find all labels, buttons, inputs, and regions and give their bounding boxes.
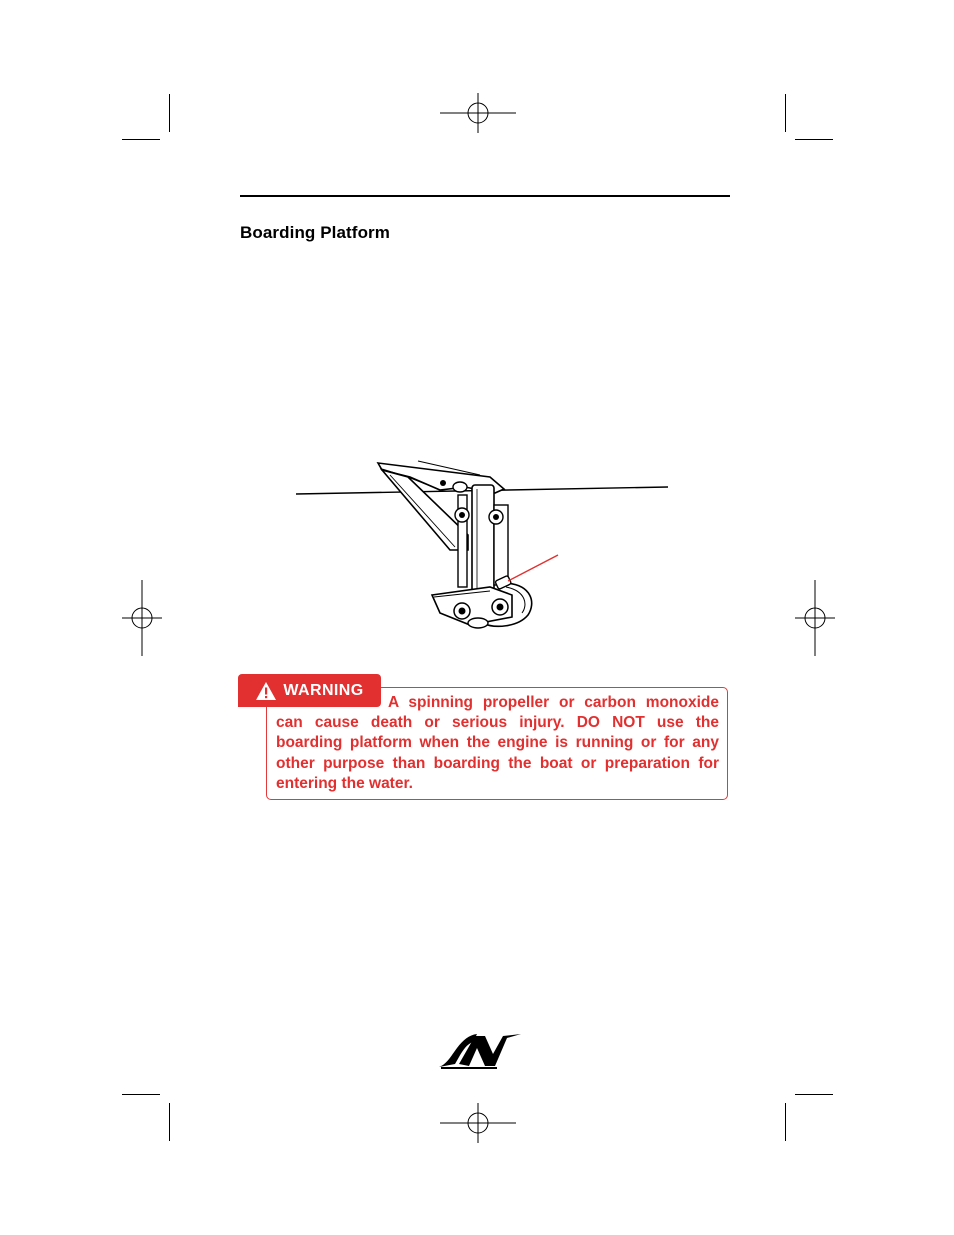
warning-badge-label: WARNING: [283, 681, 364, 699]
registration-mark-top: [440, 93, 516, 133]
n-brand-logo-icon: [437, 1030, 523, 1070]
registration-mark-bottom: [440, 1103, 516, 1143]
registration-mark-right: [795, 580, 835, 656]
crop-mark: [795, 1094, 833, 1095]
crop-mark: [169, 1103, 170, 1141]
crop-mark: [785, 1103, 786, 1141]
crop-mark: [122, 1094, 160, 1095]
warning-triangle-icon: [255, 681, 277, 701]
crop-mark: [785, 94, 786, 132]
header-rule: [240, 195, 730, 197]
warning-badge: [238, 674, 381, 707]
crop-mark: [122, 139, 160, 140]
section-title: Boarding Platform: [240, 223, 390, 242]
registration-mark-left: [122, 580, 162, 656]
crop-mark: [795, 139, 833, 140]
warning-text: A spinning propeller or carbon monoxide can cause death or serious injury. DO NOT use the boarding platform when the engine is running or for any other purpose than boarding the boat or preparation for entering the water.: [276, 694, 719, 792]
boarding-platform-illustration: [290, 455, 675, 640]
crop-mark: [169, 94, 170, 132]
